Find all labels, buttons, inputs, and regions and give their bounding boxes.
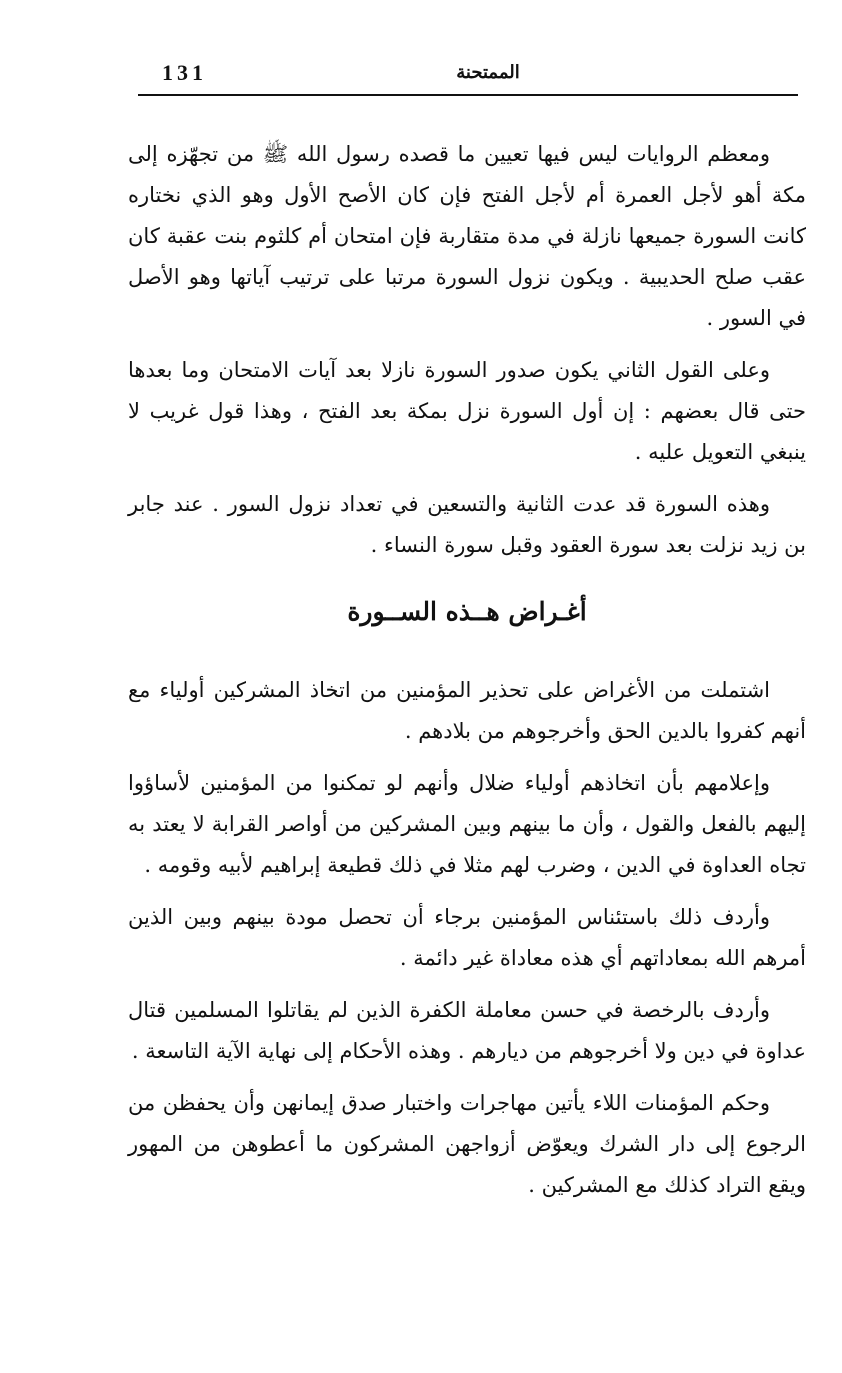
paragraph-purpose-1: اشتملت من الأغراض على تحذير المؤمنين من اتخاذ المشركين أولياء مع أنهم كفروا بالدين الحق وأخرجوهم من بلادهم .: [128, 678, 806, 743]
paragraph-intro-1: ومعظم الروايات ليس فيها تعيين ما قصده رسول الله ﷺ من تجهّزه إلى مكة أهو لأجل العمرة أم لأجل الفتح فإن كان الأصح الأول وهو الذي نختاره كانت السورة جميعها نازلة في مدة متقاربة فإن امتحان أم كلثوم بنت عقبة كان عقب صلح الحديبية . ويكون نزول السورة مرتبا على ترتيب آياتها وهو الأصل في السور .: [128, 142, 806, 330]
paragraph-purpose-3: وأردف ذلك باستئناس المؤمنين برجاء أن تحصل مودة بينهم وبين الذين أمرهم الله بمعاداتهم أي هذه معاداة غير دائمة .: [128, 905, 806, 970]
header-rule: [138, 94, 798, 96]
paragraph-purpose-4: وأردف بالرخصة في حسن معاملة الكفرة الذين لم يقاتلوا المسلمين قتال عداوة في دين ولا أخرجوهم من ديارهم . وهذه الأحكام إلى نهاية الآية التاسعة .: [128, 998, 806, 1063]
page-body: [128, 134, 806, 1217]
running-header: [138, 48, 798, 96]
section-heading: أغـراض هــذه الســورة: [347, 597, 587, 626]
paragraph-purpose-5: وحكم المؤمنات اللاء يأتين مهاجرات واختبار صدق إيمانهن وأن يحفظن من الرجوع إلى دار الشرك ويعوّض أزواجهن المشركون ما أعطوهن من المهور ويقع التراد كذلك مع المشركين .: [128, 1091, 806, 1197]
running-header-title: الممتحنة: [456, 62, 520, 83]
paragraph-intro-2: وعلى القول الثاني يكون صدور السورة نازلا بعد آيات الامتحان وما بعدها حتى قال بعضهم : إن أول السورة نزل بمكة بعد الفتح ، وهذا قول غريب لا ينبغي التعويل عليه .: [128, 358, 806, 464]
paragraph-intro-3: وهذه السورة قد عدت الثانية والتسعين في تعداد نزول السور . عند جابر بن زيد نزلت بعد سورة العقود وقبل سورة النساء .: [128, 492, 806, 557]
paragraph-purpose-2: وإعلامهم بأن اتخاذهم أولياء ضلال وأنهم لو تمكنوا من المؤمنين لأساؤوا إليهم بالفعل والقول ، وأن ما بينهم وبين المشركين من أواصر القرابة لا يعتد به تجاه العداوة في الدين ، وضرب لهم مثلا في ذلك قطيعة إبراهيم لأبيه وقومه .: [128, 771, 806, 877]
page-number: 131: [162, 60, 207, 85]
